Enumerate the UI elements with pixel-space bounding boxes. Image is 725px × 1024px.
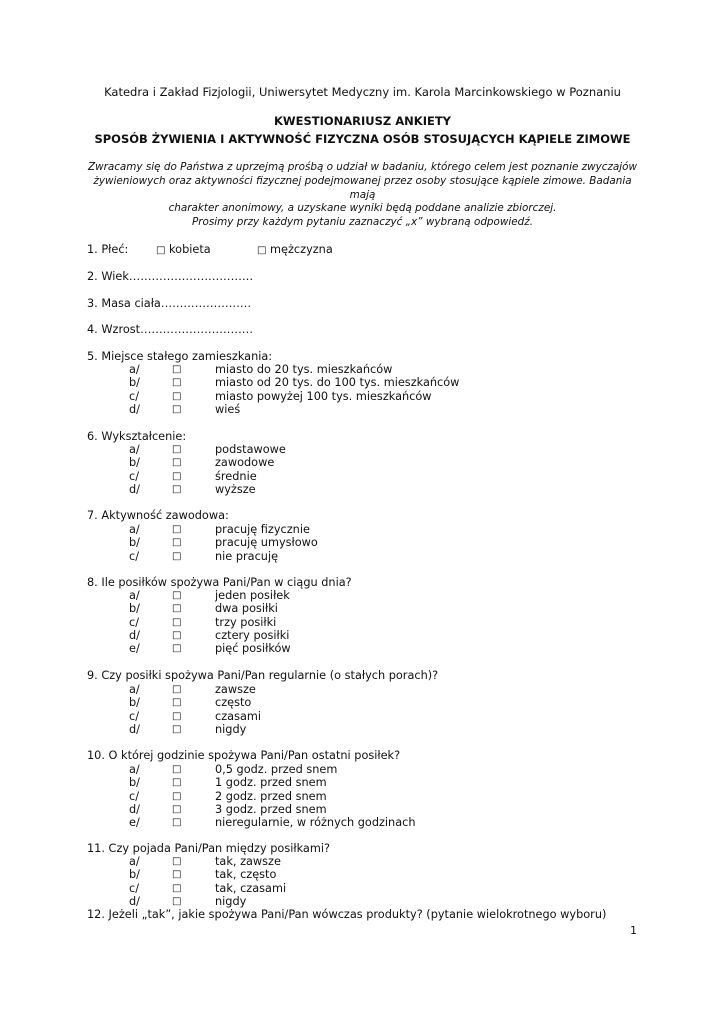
checkbox-icon[interactable]: □ [172,457,182,469]
option-letter: a/ [129,855,140,868]
option-text: 1 godz. przed snem [215,776,327,790]
gender-option-female[interactable] [156,243,211,257]
option-text: 3 godz. przed snem [215,802,327,816]
question-7-options [0,523,725,563]
institution-line: Katedra i Zakład Fizjologii, Uniwersytet Medyczny im. Karola Marcinkowskiego w Poznaniu [104,85,621,99]
checkbox-icon[interactable]: □ [172,869,182,881]
option-letter: a/ [129,443,140,456]
answer-option[interactable] [0,523,725,536]
option-text: nigdy [215,894,247,908]
option-text: średnie [215,469,257,483]
option-letter: a/ [129,363,140,376]
answer-option[interactable] [0,803,725,816]
option-text: cztery posiłki [215,628,290,642]
answer-option[interactable] [0,443,725,456]
answer-option[interactable] [0,390,725,403]
option-letter: e/ [129,816,140,830]
survey-subtitle: SPOSÓB ŻYWIENIA I AKTYWNOŚĆ FIZYCZNA OSÓB STOSUJĄCYCH KĄPIELE ZIMOWE [94,132,631,146]
question-1 [87,243,333,256]
option-text: nie pracuję [215,549,279,563]
intro-paragraph [80,161,645,230]
checkbox-icon[interactable]: □ [172,403,182,415]
option-text: wyższe [215,482,256,496]
option-letter: a/ [129,683,140,696]
checkbox-icon[interactable]: □ [257,245,267,256]
option-text: 2 godz. przed snem [215,789,327,803]
checkbox-icon[interactable]: □ [172,616,182,628]
checkbox-icon[interactable]: □ [156,245,166,256]
answer-option[interactable] [0,550,725,563]
checkbox-icon[interactable]: □ [172,377,182,389]
checkbox-icon[interactable]: □ [172,524,182,535]
intro-line: charakter anonimowy, a uzyskane wyniki będą poddane analizie zbiorczej. [168,202,557,215]
option-letter: d/ [129,802,140,816]
question-11-label: 11. Czy pojada Pani/Pan między posiłkami? [87,842,330,855]
option-text: zawsze [215,683,256,696]
checkbox-icon[interactable]: □ [172,537,182,549]
checkbox-icon[interactable]: □ [172,390,182,402]
option-letter: e/ [129,642,140,656]
option-text: kobieta [169,243,211,256]
intro-line: Prosimy przy każdym pytaniu zaznaczyć „x” wybraną odpowiedź. [191,216,534,229]
option-letter: b/ [129,868,140,882]
answer-option[interactable] [0,683,725,696]
checkbox-icon[interactable]: □ [172,895,182,907]
answer-option[interactable] [0,723,725,736]
question-3-weight[interactable]: 3. Masa ciała…………………… [87,297,252,310]
option-letter: d/ [129,628,140,642]
page-number: 1 [630,924,637,937]
option-letter: b/ [129,696,140,710]
question-12-label: 12. Jeżeli „tak”, jakie spożywa Pani/Pan wówczas produkty? (pytanie wielokrotnego wyboru) [87,908,607,921]
option-letter: c/ [129,615,140,629]
option-letter: b/ [129,776,140,790]
option-text: często [215,696,252,710]
answer-option[interactable] [0,816,725,829]
question-6-label: 6. Wykształcenie: [87,430,187,443]
answer-option[interactable] [0,882,725,895]
option-text: trzy posiłki [215,615,277,629]
option-text: podstawowe [215,443,286,456]
option-text: miasto od 20 tys. do 100 tys. mieszkańców [215,376,460,390]
option-text: miasto powyżej 100 tys. mieszkańców [215,389,432,403]
checkbox-icon[interactable]: □ [172,777,182,789]
answer-option[interactable] [0,855,725,868]
option-text: jeden posiłek [215,589,290,602]
answer-option[interactable] [0,589,725,602]
question-5-options [0,363,725,416]
option-letter: c/ [129,881,140,895]
checkbox-icon[interactable]: □ [172,764,182,775]
option-letter: a/ [129,763,140,776]
option-letter: c/ [129,469,140,483]
checkbox-icon[interactable]: □ [172,790,182,802]
option-letter: b/ [129,376,140,390]
title-block [0,112,725,148]
answer-option[interactable] [0,776,725,789]
checkbox-icon[interactable]: □ [172,483,182,495]
option-text: 0,5 godz. przed snem [215,763,338,776]
answer-option[interactable] [0,710,725,723]
checkbox-icon[interactable]: □ [172,723,182,735]
option-letter: d/ [129,402,140,416]
option-letter: d/ [129,722,140,736]
option-letter: c/ [129,389,140,403]
checkbox-icon[interactable]: □ [172,643,182,655]
option-letter: b/ [129,602,140,616]
option-text: wieś [215,402,241,416]
question-6-options [0,443,725,496]
option-letter: d/ [129,894,140,908]
option-letter: a/ [129,589,140,602]
checkbox-icon[interactable]: □ [172,470,182,482]
option-letter: b/ [129,456,140,470]
answer-option[interactable] [0,602,725,615]
option-text: tak, często [215,868,277,882]
option-letter: d/ [129,482,140,496]
checkbox-icon[interactable]: □ [172,817,182,829]
question-7-label: 7. Aktywność zawodowa: [87,509,229,522]
survey-title: KWESTIONARIUSZ ANKIETY [274,114,451,128]
question-4-height[interactable]: 4. Wzrost………………………… [87,323,254,336]
option-letter: c/ [129,789,140,803]
question-1-label: 1. Płeć: [87,243,129,256]
answer-option[interactable] [0,616,725,629]
answer-option[interactable] [0,403,725,416]
option-text: dwa posiłki [215,602,278,616]
answer-option[interactable] [0,868,725,881]
option-text: mężczyzna [270,243,333,256]
checkbox-icon[interactable]: □ [172,803,182,815]
intro-line: żywieniowych oraz aktywności fizycznej podejmowanej przez osoby stosujące kąpiele zimowe. Badania mają [93,174,632,201]
answer-option[interactable] [0,470,725,483]
checkbox-icon[interactable]: □ [172,697,182,709]
checkbox-icon[interactable]: □ [172,684,182,695]
answer-option[interactable] [0,483,725,496]
checkbox-icon[interactable]: □ [172,882,182,894]
intro-line: Zwracamy się do Państwa z uprzejmą prośbą o udział w badaniu, którego celem jest poznanie zwyczajów [87,161,638,173]
answer-option[interactable] [0,642,725,655]
question-10-label: 10. O której godzinie spożywa Pani/Pan ostatni posiłek? [87,749,401,762]
option-letter: b/ [129,536,140,550]
option-letter: c/ [129,549,140,563]
question-10-options [0,763,725,829]
checkbox-icon[interactable]: □ [172,364,182,375]
checkbox-icon[interactable]: □ [172,550,182,562]
answer-option[interactable] [0,895,725,908]
option-letter: a/ [129,523,140,536]
checkbox-icon[interactable]: □ [172,629,182,641]
option-text: tak, zawsze [215,855,281,868]
option-text: nieregularnie, w różnych godzinach [215,816,416,830]
answer-option[interactable] [0,536,725,549]
question-8-label: 8. Ile posiłków spożywa Pani/Pan w ciągu dnia? [87,576,352,589]
gender-option-male[interactable] [257,243,333,257]
checkbox-icon[interactable]: □ [172,590,182,601]
question-9-options [0,683,725,736]
option-text: pracuję fizycznie [215,523,310,536]
answer-option[interactable] [0,763,725,776]
checkbox-icon[interactable]: □ [172,856,182,867]
question-11-options [0,855,725,908]
question-5-label: 5. Miejsce stałego zamieszkania: [87,350,273,363]
checkbox-icon[interactable]: □ [172,444,182,455]
option-text: nigdy [215,722,247,736]
option-text: tak, czasami [215,881,287,895]
option-letter: c/ [129,709,140,723]
checkbox-icon[interactable]: □ [172,603,182,615]
question-8-options [0,589,725,655]
answer-option[interactable] [0,363,725,376]
question-2-age[interactable]: 2. Wiek…………………………… [87,270,254,283]
answer-option[interactable] [0,696,725,709]
option-text: czasami [215,709,262,723]
answer-option[interactable] [0,456,725,469]
option-text: miasto do 20 tys. mieszkańców [215,363,393,376]
option-text: zawodowe [215,456,275,470]
answer-option[interactable] [0,790,725,803]
answer-option[interactable] [0,629,725,642]
question-9-label: 9. Czy posiłki spożywa Pani/Pan regularnie (o stałych porach)? [87,669,439,682]
option-text: pięć posiłków [215,642,291,656]
checkbox-icon[interactable]: □ [172,710,182,722]
answer-option[interactable] [0,376,725,389]
option-text: pracuję umysłowo [215,536,318,550]
